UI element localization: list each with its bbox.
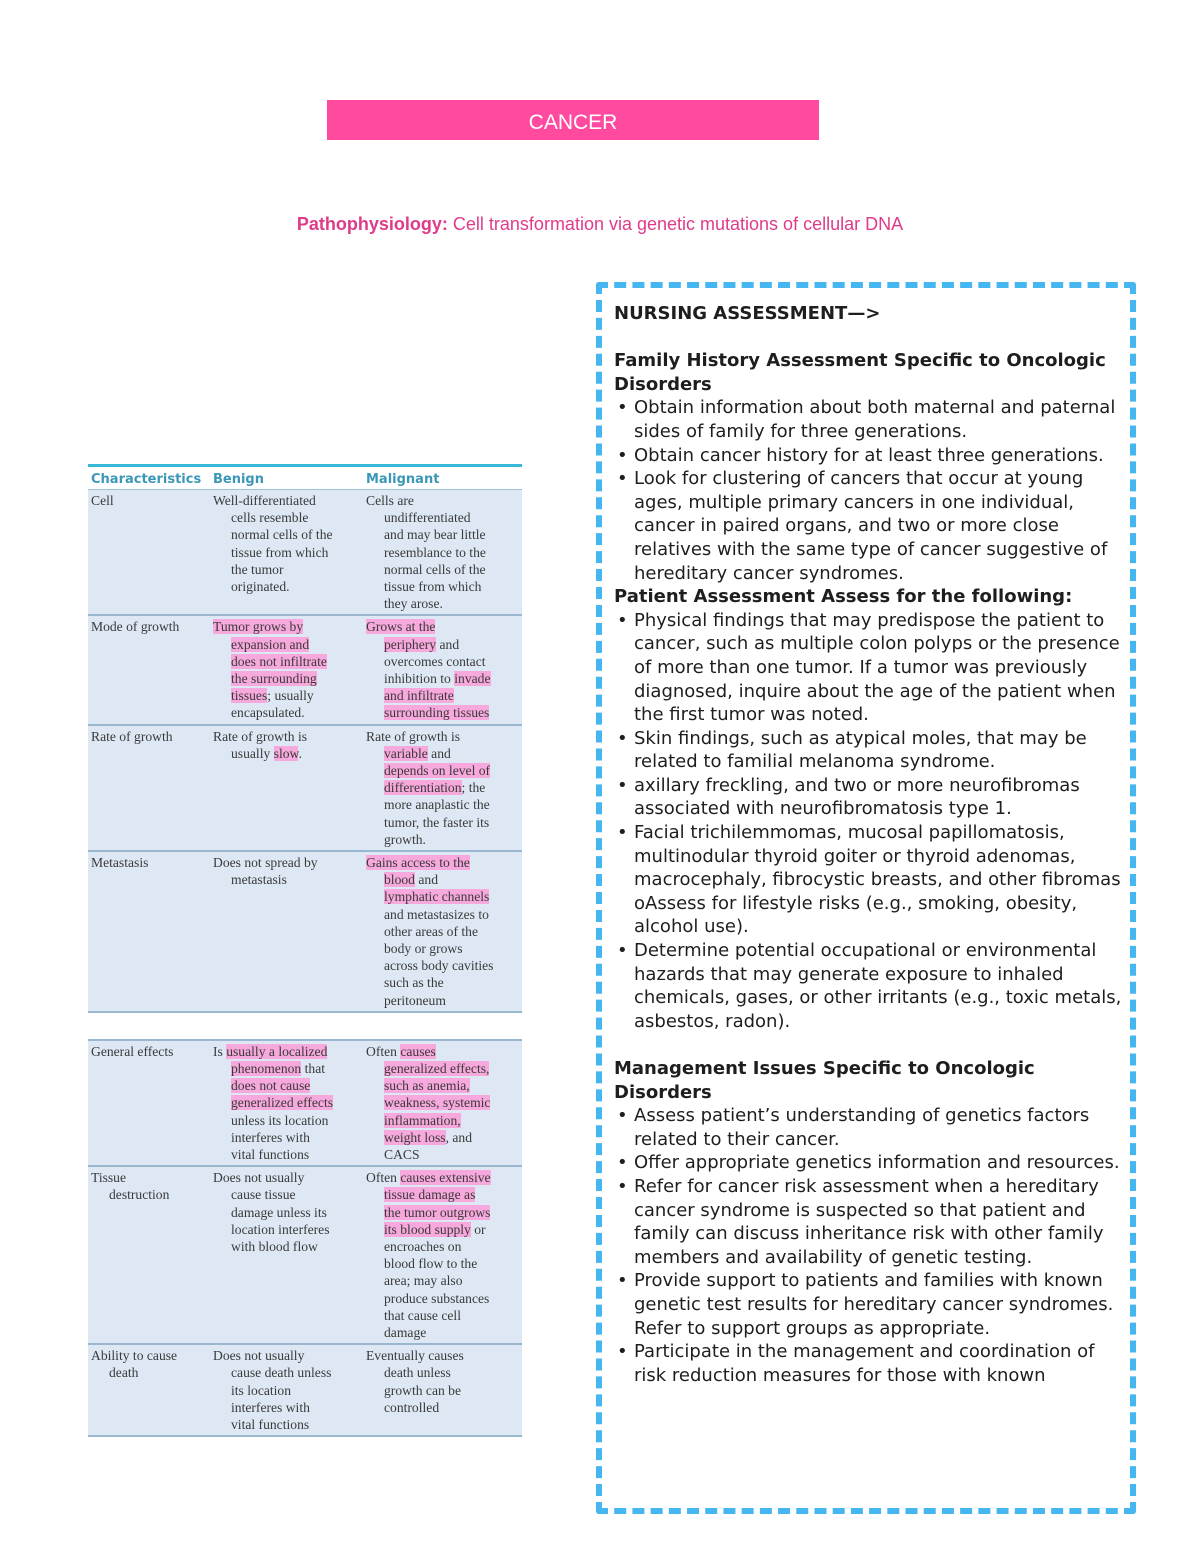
cell-line bbox=[366, 544, 518, 561]
nursing-assessment-box bbox=[596, 282, 1136, 1514]
highlighted-text: such as anemia, bbox=[384, 1078, 470, 1094]
cell-text: originated. bbox=[231, 579, 290, 595]
cell-line bbox=[213, 1077, 359, 1094]
cell-text: ; usually bbox=[267, 688, 314, 704]
cell-line bbox=[366, 1238, 518, 1255]
list-item: • Physical findings that may predispose the patient to cancer, such as multiple colon polyps or the presence of more than one tumor. If a tumor was previously diagnosed, inquire about the age of the patient when the first tumor was noted. bbox=[614, 609, 1124, 727]
cell-line bbox=[213, 871, 359, 888]
table-row bbox=[88, 1041, 522, 1167]
highlighted-text: usually a localized bbox=[226, 1043, 328, 1059]
cell-line bbox=[213, 687, 359, 704]
cell-text: location interferes bbox=[231, 1221, 330, 1237]
cell-line bbox=[366, 1382, 518, 1399]
table-gap bbox=[88, 1013, 522, 1041]
patient-assessment-heading: Patient Assessment Assess for the following: bbox=[614, 586, 1073, 608]
cell-line bbox=[366, 1112, 518, 1129]
table-header bbox=[88, 464, 522, 490]
cell-line bbox=[366, 670, 518, 687]
cell-line bbox=[213, 1112, 359, 1129]
cell-line bbox=[366, 492, 518, 509]
cell-line bbox=[366, 1347, 518, 1364]
characteristic-cell bbox=[91, 854, 209, 871]
cell-text: CACS bbox=[384, 1146, 420, 1162]
characteristic-cell bbox=[91, 728, 209, 745]
cell-line bbox=[213, 1238, 359, 1255]
cell-line bbox=[366, 1221, 518, 1238]
cell-line bbox=[366, 1146, 518, 1163]
page-title: CANCER bbox=[327, 100, 819, 140]
cell-text: such as the bbox=[384, 975, 444, 991]
cell-line bbox=[366, 814, 518, 831]
cell-line bbox=[213, 745, 359, 762]
malignant-cell bbox=[366, 1169, 518, 1341]
cell-line bbox=[366, 1204, 518, 1221]
cell-line bbox=[366, 636, 518, 653]
cell-text: growth can be bbox=[384, 1382, 462, 1398]
cell-line bbox=[366, 1324, 518, 1341]
list-item: • Facial trichilemmomas, mucosal papillomatosis, multinodular thyroid goiter or thyroid adenomas, macrocephaly, fibrocystic breasts, and other fibromas oAssess for lifestyle risks (e.g., smoking, obesity, alcohol use). bbox=[614, 821, 1124, 939]
cell-line bbox=[366, 1060, 518, 1077]
nursing-assessment-content bbox=[614, 302, 1124, 1387]
highlighted-text: weakness, systemic bbox=[384, 1095, 491, 1111]
cell-text: controlled bbox=[384, 1399, 440, 1415]
highlighted-text: weight loss bbox=[384, 1129, 446, 1145]
cell-text: General effects bbox=[91, 1043, 174, 1059]
cell-text: that cause cell bbox=[384, 1307, 461, 1323]
cell-text: Ability to cause bbox=[91, 1348, 178, 1364]
management-issues-heading: Management Issues Specific to Oncologic Disorders bbox=[614, 1058, 1035, 1103]
table-row bbox=[88, 1345, 522, 1437]
cell-line bbox=[366, 1364, 518, 1381]
cell-line bbox=[366, 526, 518, 543]
list-item: • axillary freckling, and two or more neurofibromas associated with neurofibromatosis type 1. bbox=[614, 774, 1124, 821]
highlighted-text: differentiation bbox=[384, 780, 462, 796]
cell-text: its location bbox=[231, 1382, 292, 1398]
family-history-list bbox=[614, 396, 1124, 585]
cell-text: Does not usually bbox=[213, 1348, 305, 1364]
cell-line bbox=[213, 1399, 359, 1416]
cell-text: death unless bbox=[384, 1365, 451, 1381]
cell-text: Rate of growth bbox=[91, 728, 173, 744]
benign-cell bbox=[213, 1169, 359, 1255]
cell-text: , and bbox=[445, 1129, 472, 1145]
cell-text: tissue from which bbox=[384, 579, 482, 595]
cell-text: normal cells of the bbox=[231, 527, 333, 543]
cell-line bbox=[213, 526, 359, 543]
cell-text: or bbox=[470, 1221, 486, 1237]
cell-line bbox=[366, 745, 518, 762]
cell-line bbox=[213, 1169, 359, 1186]
cell-line bbox=[213, 1094, 359, 1111]
cell-line bbox=[366, 1169, 518, 1186]
cell-line bbox=[366, 1186, 518, 1203]
cell-text: with blood flow bbox=[231, 1238, 318, 1254]
malignant-cell bbox=[366, 728, 518, 848]
cell-line bbox=[366, 871, 518, 888]
cell-line bbox=[213, 1204, 359, 1221]
benign-cell bbox=[213, 728, 359, 762]
table-row bbox=[88, 616, 522, 725]
cell-text: Mode of growth bbox=[91, 619, 180, 635]
cell-line bbox=[366, 957, 518, 974]
characteristic-cell bbox=[91, 618, 209, 635]
cell-text: more anaplastic the bbox=[384, 797, 490, 813]
cell-line bbox=[366, 796, 518, 813]
cell-text: Is bbox=[213, 1043, 227, 1059]
table-body bbox=[88, 490, 522, 1437]
cell-text: cause tissue bbox=[231, 1187, 296, 1203]
nursing-assessment-heading: NURSING ASSESSMENT—> bbox=[614, 303, 881, 324]
cell-line bbox=[213, 1221, 359, 1238]
cell-text: Rate of growth is bbox=[213, 728, 308, 744]
cell-text: area; may also bbox=[384, 1273, 463, 1289]
cell-line bbox=[213, 636, 359, 653]
benign-cell bbox=[213, 492, 359, 595]
cell-text: and metastasizes to bbox=[384, 906, 489, 922]
cell-line bbox=[213, 728, 359, 745]
cell-line bbox=[366, 1043, 518, 1060]
cell-line bbox=[366, 974, 518, 991]
list-item: • Offer appropriate genetics information and resources. bbox=[614, 1151, 1124, 1175]
malignant-cell bbox=[366, 1043, 518, 1163]
highlighted-text: invade bbox=[454, 671, 491, 686]
cell-line bbox=[366, 1077, 518, 1094]
cell-line bbox=[366, 888, 518, 905]
cell-line bbox=[366, 854, 518, 871]
malignant-cell bbox=[366, 854, 518, 1009]
cell-text: metastasis bbox=[231, 872, 287, 888]
cell-line bbox=[213, 704, 359, 721]
highlighted-text: the tumor outgrows bbox=[384, 1204, 491, 1220]
cell-line bbox=[366, 831, 518, 848]
cell-text: Metastasis bbox=[91, 854, 149, 870]
cell-text: Cells are bbox=[366, 493, 414, 508]
cell-text: across body cavities bbox=[384, 958, 494, 974]
list-item: • Refer for cancer risk assessment when a hereditary cancer syndrome is suspected so that patient and family can discuss inheritance risk with other family members and availability of genetic testing. bbox=[614, 1175, 1124, 1269]
cell-text: inhibition to bbox=[384, 671, 455, 686]
highlighted-text: generalized effects bbox=[231, 1095, 334, 1111]
pathophysiology-line bbox=[0, 214, 1200, 235]
cell-text: Eventually causes bbox=[366, 1348, 464, 1364]
highlighted-text: lymphatic channels bbox=[384, 889, 490, 905]
pathophysiology-text: Cell transformation via genetic mutations of cellular DNA bbox=[447, 214, 904, 234]
cell-line bbox=[366, 1272, 518, 1289]
highlighted-text: does not infiltrate bbox=[231, 653, 327, 669]
cell-text: death bbox=[109, 1365, 139, 1381]
benign-cell bbox=[213, 618, 359, 721]
cell-text: undifferentiated bbox=[384, 510, 471, 526]
cell-line bbox=[213, 1347, 359, 1364]
cell-text: tumor, the faster its bbox=[384, 814, 490, 830]
cell-text: that bbox=[301, 1060, 326, 1076]
management-issues-list bbox=[614, 1104, 1124, 1387]
cell-text: vital functions bbox=[231, 1146, 310, 1162]
cell-line bbox=[366, 618, 518, 635]
highlighted-text: blood bbox=[384, 872, 415, 888]
highlighted-text: causes extensive bbox=[400, 1170, 491, 1186]
cell-text: other areas of the bbox=[384, 923, 478, 939]
patient-assessment-list bbox=[614, 609, 1124, 1034]
cell-text: damage bbox=[384, 1324, 427, 1340]
cell-line bbox=[366, 992, 518, 1009]
benign-malignant-table bbox=[88, 464, 522, 1437]
cell-line bbox=[213, 1043, 359, 1060]
cell-line bbox=[213, 1146, 359, 1163]
pathophysiology-label: Pathophysiology: bbox=[296, 214, 448, 234]
highlighted-text: Tumor grows by bbox=[213, 619, 304, 635]
table-row bbox=[88, 1167, 522, 1345]
cell-line bbox=[366, 779, 518, 796]
list-item: • Assess patient’s understanding of genetics factors related to their cancer. bbox=[614, 1104, 1124, 1151]
cell-line bbox=[366, 728, 518, 745]
cell-text: unless its location bbox=[231, 1112, 329, 1128]
cell-text: encapsulated. bbox=[231, 705, 305, 721]
cell-text: blood flow to the bbox=[384, 1256, 478, 1272]
cell-text: normal cells of the bbox=[384, 561, 486, 577]
cell-text: resemblance to the bbox=[384, 544, 486, 560]
cell-line bbox=[213, 1416, 359, 1433]
list-item: • Determine potential occupational or environmental hazards that may generate exposure to inhaled chemicals, gases, or other irritants (e.g., toxic metals, asbestos, radon). bbox=[614, 939, 1124, 1033]
table-row bbox=[88, 726, 522, 852]
cell-text: the tumor bbox=[231, 561, 284, 577]
malignant-cell bbox=[366, 492, 518, 612]
table-row bbox=[88, 490, 522, 616]
cell-line bbox=[213, 854, 359, 871]
header-characteristics: Characteristics bbox=[91, 472, 202, 487]
highlighted-text: phenomenon bbox=[231, 1060, 302, 1076]
cell-line bbox=[366, 1094, 518, 1111]
cell-line bbox=[213, 1382, 359, 1399]
benign-cell bbox=[213, 854, 359, 888]
highlighted-text: Gains access to the bbox=[366, 854, 470, 870]
cell-line bbox=[366, 923, 518, 940]
cell-line bbox=[213, 670, 359, 687]
cell-line bbox=[366, 762, 518, 779]
cell-line bbox=[366, 1399, 518, 1416]
cell-line bbox=[213, 618, 359, 635]
cell-text: produce substances bbox=[384, 1290, 490, 1306]
highlighted-text: tissues bbox=[231, 688, 268, 704]
cell-text: damage unless its bbox=[231, 1204, 327, 1220]
cell-text: destruction bbox=[109, 1187, 170, 1203]
cell-line bbox=[366, 940, 518, 957]
highlighted-text: inflammation, bbox=[384, 1112, 461, 1128]
highlighted-text: surrounding tissues bbox=[384, 705, 490, 721]
characteristic-cell bbox=[91, 1043, 209, 1060]
cell-line bbox=[213, 1129, 359, 1146]
highlighted-text: tissue damage as bbox=[384, 1187, 476, 1203]
cell-text: peritoneum bbox=[384, 992, 446, 1008]
cell-text: cells resemble bbox=[231, 510, 309, 526]
cell-text: and bbox=[414, 872, 438, 888]
cell-text: ; the bbox=[461, 780, 486, 796]
cell-text: Often bbox=[366, 1043, 401, 1059]
cell-text: interferes with bbox=[231, 1129, 310, 1145]
family-history-heading: Family History Assessment Specific to Oncologic Disorders bbox=[614, 350, 1106, 395]
cell-line bbox=[213, 492, 359, 509]
cell-line bbox=[366, 561, 518, 578]
cell-line bbox=[213, 561, 359, 578]
cell-text: Well-differentiated bbox=[213, 493, 316, 508]
cell-line bbox=[213, 1364, 359, 1381]
cell-line bbox=[366, 1129, 518, 1146]
characteristic-cell bbox=[91, 1347, 209, 1381]
cell-text: Does not spread by bbox=[213, 854, 318, 870]
characteristic-cell bbox=[91, 492, 209, 509]
cell-text: encroaches on bbox=[384, 1238, 462, 1254]
highlighted-text: slow bbox=[273, 745, 299, 761]
list-item: • Provide support to patients and families with known genetic test results for hereditary cancer syndromes. Refer to support groups as appropriate. bbox=[614, 1269, 1124, 1340]
cell-text: and bbox=[436, 636, 460, 652]
cell-text: vital functions bbox=[231, 1416, 310, 1432]
cell-line bbox=[366, 509, 518, 526]
cell-text: interferes with bbox=[231, 1399, 310, 1415]
malignant-cell bbox=[366, 1347, 518, 1416]
characteristic-cell bbox=[91, 1169, 209, 1203]
cell-line bbox=[213, 544, 359, 561]
cell-text: usually bbox=[231, 745, 274, 761]
list-item: • Skin findings, such as atypical moles, that may be related to familial melanoma syndrome. bbox=[614, 727, 1124, 774]
cell-text: . bbox=[298, 745, 302, 761]
header-malignant: Malignant bbox=[366, 472, 440, 487]
cell-line bbox=[366, 906, 518, 923]
highlighted-text: variable bbox=[384, 745, 428, 761]
cell-text: growth. bbox=[384, 831, 426, 847]
cell-line bbox=[366, 653, 518, 670]
list-item: • Look for clustering of cancers that occur at young ages, multiple primary cancers in one individual, cancer in paired organs, and two or more close relatives with the same type of cancer suggestive of hereditary cancer syndromes. bbox=[614, 467, 1124, 585]
cell-line bbox=[366, 578, 518, 595]
header-benign: Benign bbox=[213, 472, 264, 487]
malignant-cell bbox=[366, 618, 518, 721]
cell-line bbox=[213, 578, 359, 595]
highlighted-text: expansion and bbox=[231, 636, 310, 652]
cell-line bbox=[213, 1186, 359, 1203]
list-item: • Obtain cancer history for at least three generations. bbox=[614, 444, 1124, 468]
cell-line bbox=[366, 687, 518, 704]
cell-text: and bbox=[427, 745, 451, 761]
cell-text: tissue from which bbox=[231, 544, 329, 560]
cell-line bbox=[366, 1255, 518, 1272]
cell-text: Tissue bbox=[91, 1170, 127, 1186]
table-row bbox=[88, 852, 522, 1013]
cell-line bbox=[213, 1060, 359, 1077]
highlighted-text: periphery bbox=[384, 636, 437, 652]
cell-line bbox=[366, 704, 518, 721]
highlighted-text: Grows at the bbox=[366, 619, 436, 635]
cell-line bbox=[366, 1307, 518, 1324]
cell-text: Rate of growth is bbox=[366, 728, 461, 744]
highlighted-text: and infiltrate bbox=[384, 688, 454, 704]
cell-text: Cell bbox=[91, 493, 114, 508]
cell-line bbox=[366, 1290, 518, 1307]
list-item: • Participate in the management and coordination of risk reduction measures for those with known bbox=[614, 1340, 1124, 1387]
highlighted-text: its blood supply bbox=[384, 1221, 471, 1237]
cell-text: overcomes contact bbox=[384, 653, 486, 669]
highlighted-text: generalized effects, bbox=[384, 1060, 490, 1076]
highlighted-text: causes bbox=[400, 1043, 436, 1059]
cell-text: cause death unless bbox=[231, 1365, 332, 1381]
benign-cell bbox=[213, 1347, 359, 1433]
benign-cell bbox=[213, 1043, 359, 1163]
cell-text: they arose. bbox=[384, 596, 443, 612]
highlighted-text: the surrounding bbox=[231, 671, 317, 686]
cell-text: and may bear little bbox=[384, 527, 486, 543]
list-item: • Obtain information about both maternal and paternal sides of family for three generations. bbox=[614, 396, 1124, 443]
cell-line bbox=[366, 595, 518, 612]
highlighted-text: depends on level of bbox=[384, 762, 491, 778]
cell-text: Does not usually bbox=[213, 1170, 305, 1186]
highlighted-text: does not cause bbox=[231, 1078, 311, 1094]
cell-line bbox=[213, 509, 359, 526]
cell-line bbox=[213, 653, 359, 670]
cell-text: Often bbox=[366, 1170, 401, 1186]
cell-text: body or grows bbox=[384, 940, 463, 956]
